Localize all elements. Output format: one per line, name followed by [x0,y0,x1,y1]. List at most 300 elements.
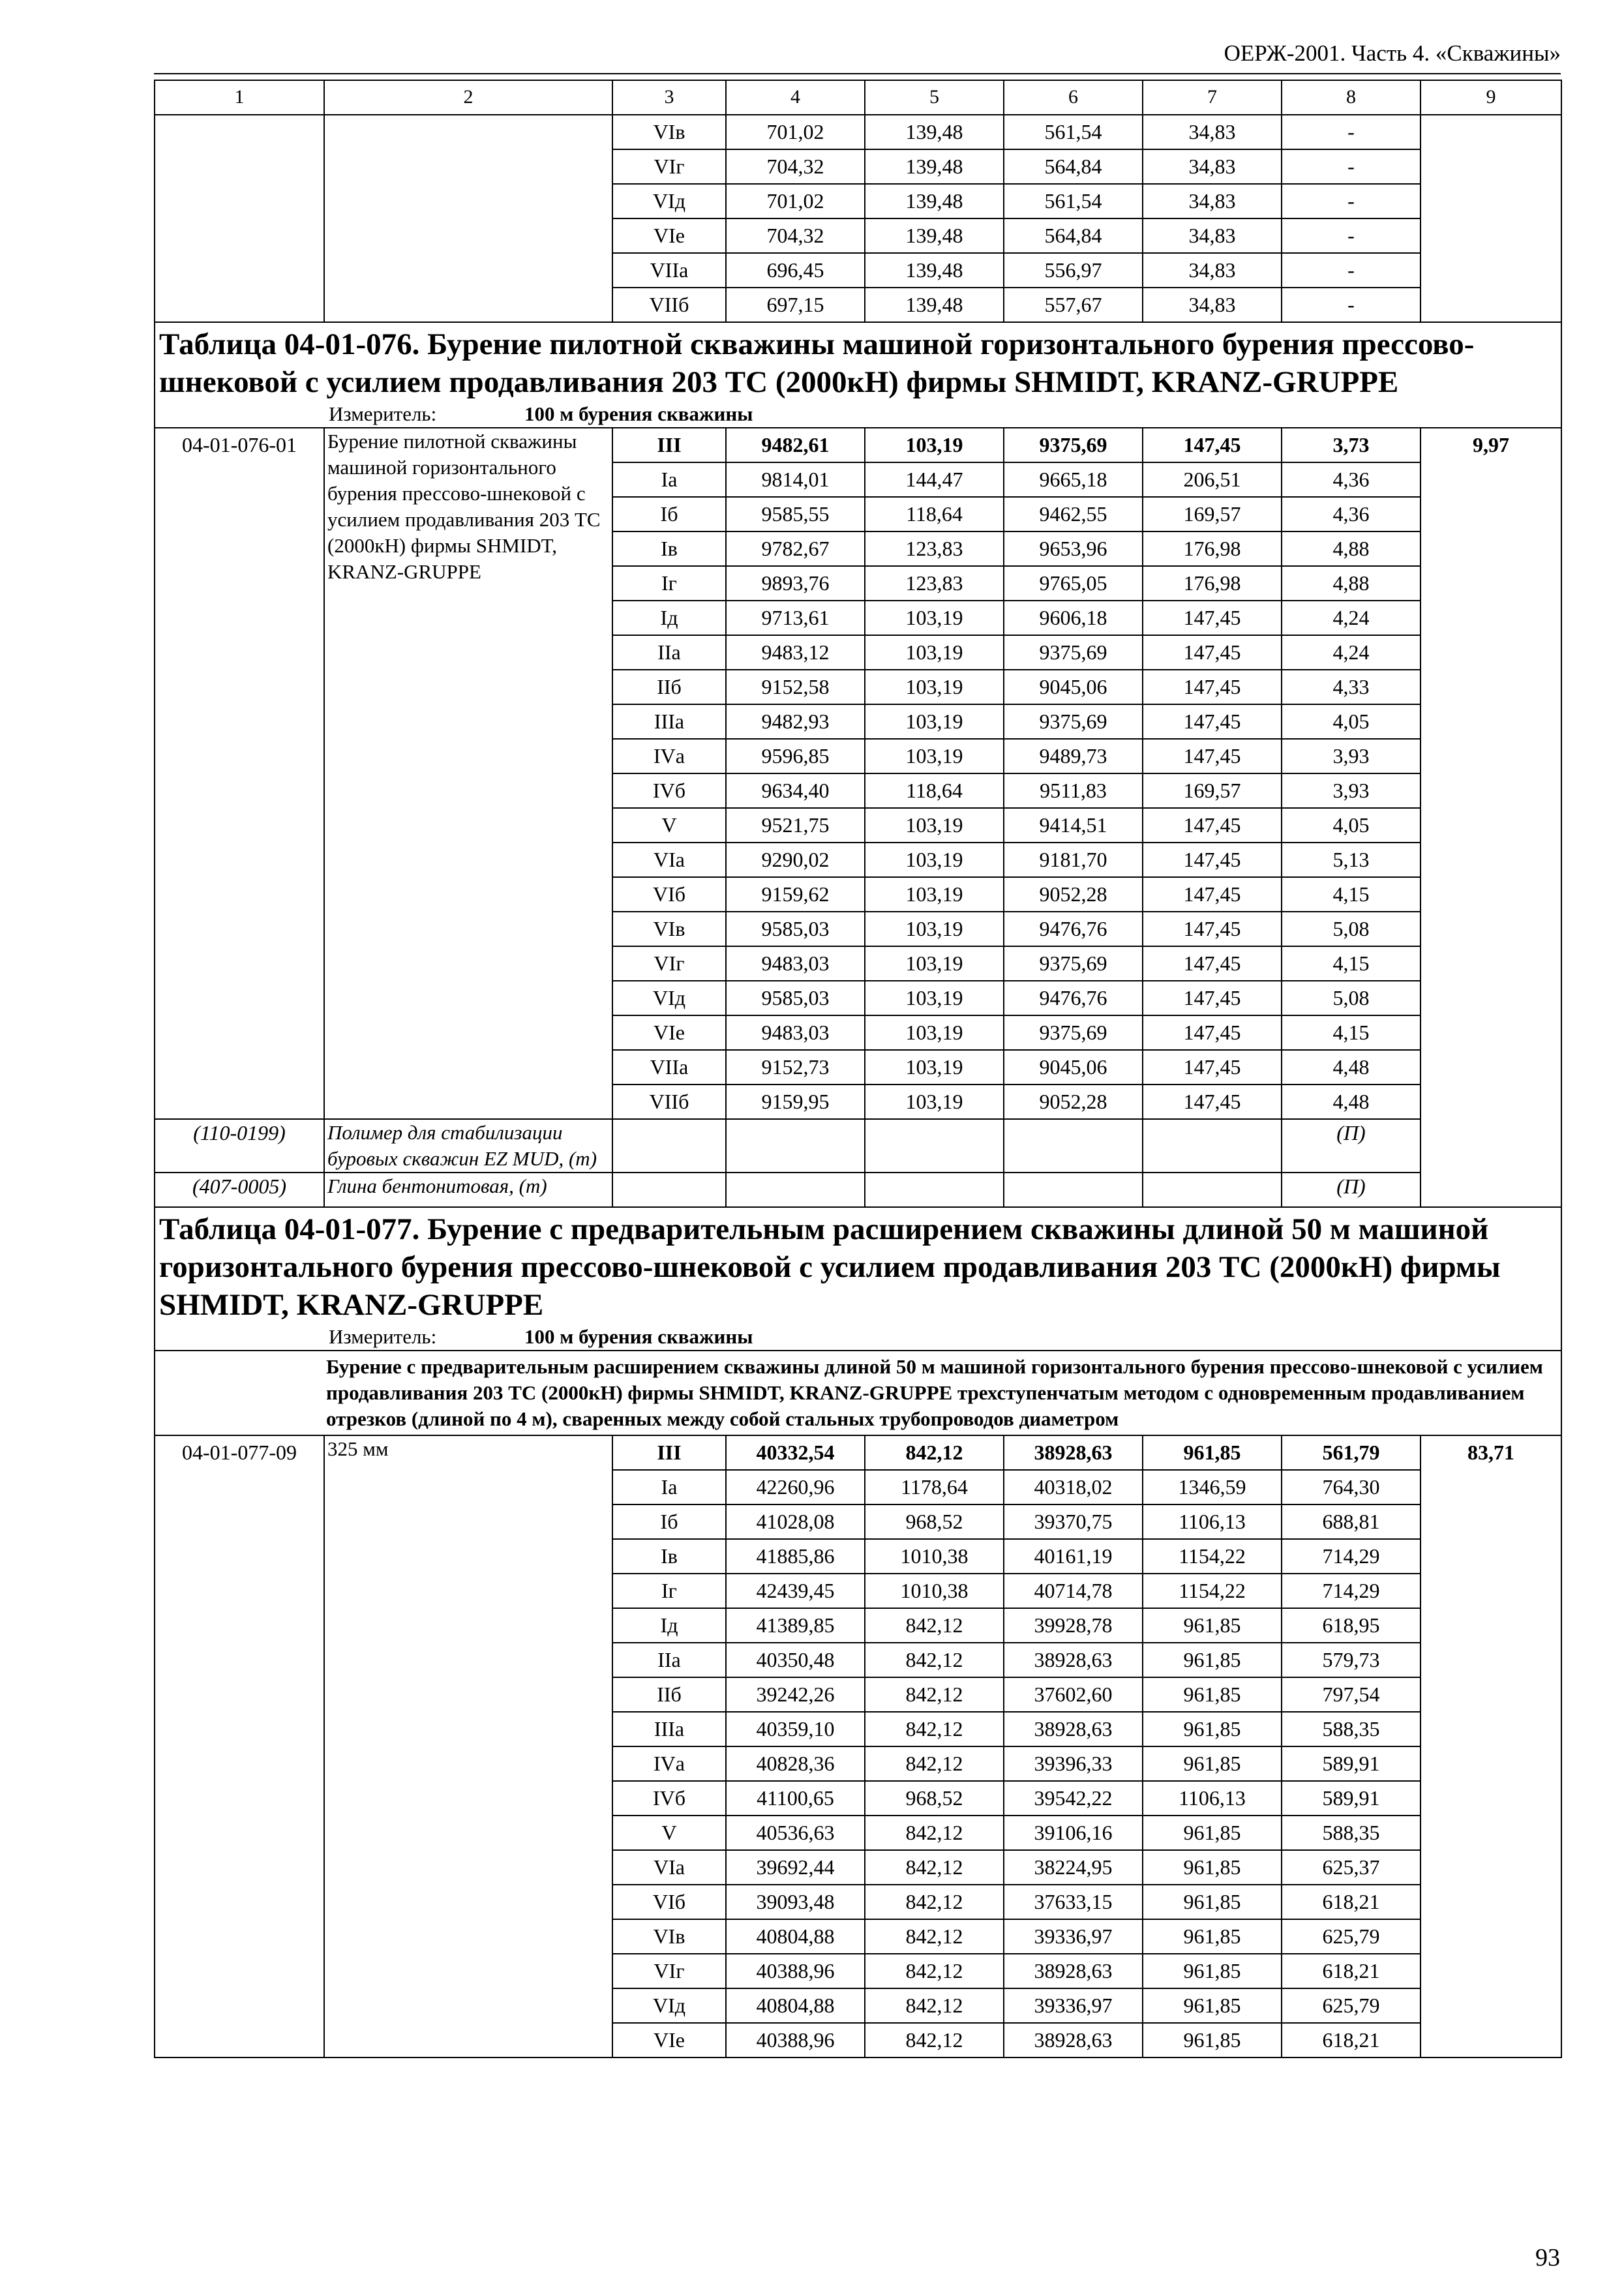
resource-value: (П) [1282,1119,1421,1173]
value-cell: 9585,03 [726,981,865,1015]
value-cell: 961,85 [1143,1988,1282,2023]
col9-cell: 9,97 [1421,428,1561,1207]
resource-name: Полимер для стабилизации буровых скважин EZ MUD, (т) [324,1119,612,1173]
value-cell: 139,48 [865,184,1004,218]
value-cell: 41885,86 [726,1539,865,1574]
value-cell: 797,54 [1282,1677,1421,1712]
value-cell: 4,05 [1282,808,1421,843]
value-cell: 961,85 [1143,1919,1282,1954]
norm-code: 04-01-076-01 [155,428,324,1119]
value-cell: 5,08 [1282,981,1421,1015]
table-row [155,428,1561,462]
value-cell: 40804,88 [726,1988,865,2023]
zone-cell: VIб [612,1885,726,1919]
value-cell: 704,32 [726,149,865,184]
value-cell: 696,45 [726,253,865,288]
value-cell: 37602,60 [1004,1677,1143,1712]
column-number: 1 [155,80,324,115]
table-intro: Бурение с предварительным расширением скважины длиной 50 м машиной горизонтального бурения прессово-шнековой с усилием продавливания 203 ТС (2000кН) фирмы SHMIDT, KRANZ-GRUPPE трехступенчатым методом с одновременным продавливанием отрезков (длиной по 4 м), сваренных между собой стальных трубопроводов диаметром [155,1351,1561,1435]
value-cell: 4,48 [1282,1050,1421,1085]
value-cell: 103,19 [865,739,1004,773]
value-cell: 40161,19 [1004,1539,1143,1574]
zone-cell: IIб [612,1677,726,1712]
value-cell: 38928,63 [1004,1643,1143,1677]
value-cell: 9511,83 [1004,773,1143,808]
zone-cell: IIIа [612,1712,726,1746]
value-cell: 147,45 [1143,1050,1282,1085]
value-cell: - [1282,218,1421,253]
zone-cell: VIIб [612,288,726,322]
description-cell [324,115,612,322]
value-cell: 4,24 [1282,635,1421,670]
value-cell: 842,12 [865,1919,1004,1954]
value-cell: 103,19 [865,981,1004,1015]
resource-code: (407-0005) [155,1173,324,1207]
value-cell: 842,12 [865,1608,1004,1643]
value-cell: 39336,97 [1004,1988,1143,2023]
value-cell: 9375,69 [1004,635,1143,670]
value-cell: 147,45 [1143,739,1282,773]
zone-cell: VIIб [612,1085,726,1119]
value-cell: 40359,10 [726,1712,865,1746]
value-cell: 147,45 [1143,670,1282,704]
value-cell: 147,45 [1143,601,1282,635]
value-cell: 39106,16 [1004,1816,1143,1850]
value-cell: 961,85 [1143,1954,1282,1988]
value-cell: 9814,01 [726,462,865,497]
value-cell: 4,36 [1282,497,1421,531]
value-cell: - [1282,115,1421,149]
zone-cell: IIа [612,1643,726,1677]
value-cell: 9713,61 [726,601,865,635]
zone-cell: VIд [612,1988,726,2023]
value-cell: 9375,69 [1004,946,1143,981]
intro-row [155,1351,1561,1435]
value-cell: 147,45 [1143,912,1282,946]
zone-cell: VIа [612,843,726,877]
value-cell: 34,83 [1143,149,1282,184]
zone-cell: VIд [612,981,726,1015]
value-cell: 4,15 [1282,1015,1421,1050]
column-number: 9 [1421,80,1561,115]
norm-code: 04-01-077-09 [155,1435,324,2057]
value-cell: 103,19 [865,877,1004,912]
value-cell: 842,12 [865,1885,1004,1919]
measure-unit-label: Измеритель: [329,1325,437,1348]
value-cell: 147,45 [1143,843,1282,877]
value-cell: 9181,70 [1004,843,1143,877]
empty-cell [865,1119,1004,1173]
column-number: 2 [324,80,612,115]
value-cell: 961,85 [1143,1816,1282,1850]
value-cell: 961,85 [1143,1643,1282,1677]
value-cell: 4,88 [1282,531,1421,566]
value-cell: 39542,22 [1004,1781,1143,1816]
value-cell: 9482,93 [726,704,865,739]
value-cell: 139,48 [865,253,1004,288]
value-cell: 564,84 [1004,149,1143,184]
value-cell: 103,19 [865,912,1004,946]
value-cell: 961,85 [1143,1608,1282,1643]
value-cell: 42439,45 [726,1574,865,1608]
resource-value: (П) [1282,1173,1421,1207]
zone-cell: VIб [612,877,726,912]
value-cell: 564,84 [1004,218,1143,253]
value-cell: 9483,03 [726,1015,865,1050]
value-cell: 34,83 [1143,184,1282,218]
measure-unit-label: Измеритель: [329,402,437,425]
value-cell: 704,32 [726,218,865,253]
table-title-cell [155,1207,1561,1351]
zone-cell: Iа [612,462,726,497]
value-cell: 147,45 [1143,946,1282,981]
column-number-row [155,80,1561,115]
value-cell: 39336,97 [1004,1919,1143,1954]
zone-cell: III [612,1435,726,1470]
value-cell: 38928,63 [1004,1435,1143,1470]
value-cell: 144,47 [865,462,1004,497]
value-cell: 9375,69 [1004,704,1143,739]
value-cell: 34,83 [1143,253,1282,288]
zone-cell: Iб [612,1504,726,1539]
value-cell: 4,24 [1282,601,1421,635]
table-title-row [155,1207,1561,1351]
value-cell: 40388,96 [726,2023,865,2057]
value-cell: 9375,69 [1004,1015,1143,1050]
value-cell: 39370,75 [1004,1504,1143,1539]
value-cell: 169,57 [1143,773,1282,808]
value-cell: 625,79 [1282,1919,1421,1954]
value-cell: 1106,13 [1143,1504,1282,1539]
value-cell: 4,15 [1282,877,1421,912]
value-cell: 9152,73 [726,1050,865,1085]
table-row [155,115,1561,149]
table-row [155,1435,1561,1470]
value-cell: 9665,18 [1004,462,1143,497]
value-cell: 9152,58 [726,670,865,704]
value-cell: 139,48 [865,288,1004,322]
value-cell: 176,98 [1143,566,1282,601]
value-cell: 4,48 [1282,1085,1421,1119]
value-cell: 38928,63 [1004,2023,1143,2057]
empty-cell [865,1173,1004,1207]
value-cell: 968,52 [865,1781,1004,1816]
value-cell: 39692,44 [726,1850,865,1885]
value-cell: 842,12 [865,2023,1004,2057]
value-cell: 169,57 [1143,497,1282,531]
value-cell: 618,95 [1282,1608,1421,1643]
value-cell: 147,45 [1143,877,1282,912]
value-cell: 588,35 [1282,1816,1421,1850]
value-cell: 1346,59 [1143,1470,1282,1504]
value-cell: 9476,76 [1004,981,1143,1015]
running-title: ОЕРЖ-2001. Часть 4. «Скважины» [1224,40,1561,66]
value-cell: 618,21 [1282,1885,1421,1919]
zone-cell: VIа [612,1850,726,1885]
value-cell: 103,19 [865,670,1004,704]
value-cell: 961,85 [1143,1677,1282,1712]
column-number: 4 [726,80,865,115]
value-cell: - [1282,288,1421,322]
zone-cell: Iг [612,566,726,601]
value-cell: 4,05 [1282,704,1421,739]
empty-cell [1143,1119,1282,1173]
zone-cell: Iд [612,1608,726,1643]
value-cell: 38224,95 [1004,1850,1143,1885]
value-cell: 9585,55 [726,497,865,531]
empty-cell [1143,1173,1282,1207]
value-cell: 147,45 [1143,704,1282,739]
value-cell: 9653,96 [1004,531,1143,566]
value-cell: 40536,63 [726,1816,865,1850]
value-cell: 1154,22 [1143,1574,1282,1608]
empty-cell [726,1119,865,1173]
value-cell: 842,12 [865,1816,1004,1850]
value-cell: 9489,73 [1004,739,1143,773]
value-cell: 206,51 [1143,462,1282,497]
value-cell: 103,19 [865,601,1004,635]
zone-cell: Iд [612,601,726,635]
value-cell: 3,93 [1282,739,1421,773]
value-cell: 41100,65 [726,1781,865,1816]
value-cell: 176,98 [1143,531,1282,566]
zone-cell: VIIа [612,253,726,288]
value-cell: 9483,12 [726,635,865,670]
zone-cell: VIд [612,184,726,218]
value-cell: 9521,75 [726,808,865,843]
value-cell: 34,83 [1143,218,1282,253]
column-number: 6 [1004,80,1143,115]
value-cell: 147,45 [1143,981,1282,1015]
zone-cell: VIв [612,912,726,946]
col9-cell [1421,115,1561,322]
value-cell: 589,91 [1282,1746,1421,1781]
zone-cell: IIа [612,635,726,670]
value-cell: 961,85 [1143,1712,1282,1746]
value-cell: 40388,96 [726,1954,865,1988]
value-cell: 561,79 [1282,1435,1421,1470]
zone-cell: Iг [612,1574,726,1608]
value-cell: 714,29 [1282,1574,1421,1608]
value-cell: 147,45 [1143,428,1282,462]
value-cell: 625,37 [1282,1850,1421,1885]
value-cell: 961,85 [1143,2023,1282,2057]
value-cell: 103,19 [865,843,1004,877]
value-cell: 968,52 [865,1504,1004,1539]
value-cell: 103,19 [865,808,1004,843]
zone-cell: IVб [612,773,726,808]
value-cell: 103,19 [865,704,1004,739]
norms-table [154,80,1562,2058]
value-cell: 38928,63 [1004,1712,1143,1746]
value-cell: 961,85 [1143,1746,1282,1781]
measure-unit [159,401,1557,427]
value-cell: 40332,54 [726,1435,865,1470]
value-cell: 40714,78 [1004,1574,1143,1608]
value-cell: 9052,28 [1004,877,1143,912]
value-cell: 1106,13 [1143,1781,1282,1816]
value-cell: 139,48 [865,149,1004,184]
norm-description: 325 мм [324,1435,612,2057]
value-cell: 842,12 [865,1954,1004,1988]
value-cell: 9634,40 [726,773,865,808]
column-number: 7 [1143,80,1282,115]
value-cell: 842,12 [865,1712,1004,1746]
value-cell: 123,83 [865,531,1004,566]
value-cell: 34,83 [1143,288,1282,322]
value-cell: 3,93 [1282,773,1421,808]
table-title-cell [155,322,1561,428]
value-cell: 147,45 [1143,635,1282,670]
value-cell: 9765,05 [1004,566,1143,601]
value-cell: 842,12 [865,1435,1004,1470]
value-cell: 588,35 [1282,1712,1421,1746]
zone-cell: VIг [612,1954,726,1988]
value-cell: 561,54 [1004,184,1143,218]
value-cell: 4,36 [1282,462,1421,497]
value-cell: 557,67 [1004,288,1143,322]
value-cell: 103,19 [865,635,1004,670]
value-cell: 4,88 [1282,566,1421,601]
value-cell: 5,08 [1282,912,1421,946]
zone-cell: Iв [612,531,726,566]
value-cell: 40350,48 [726,1643,865,1677]
zone-cell: IIб [612,670,726,704]
code-cell [155,115,324,322]
column-number: 5 [865,80,1004,115]
empty-cell [612,1119,726,1173]
value-cell: 41028,08 [726,1504,865,1539]
value-cell: 139,48 [865,115,1004,149]
value-cell: 4,33 [1282,670,1421,704]
value-cell: 103,19 [865,1015,1004,1050]
value-cell: 39242,26 [726,1677,865,1712]
value-cell: 103,19 [865,946,1004,981]
value-cell: - [1282,184,1421,218]
table-title: Таблица 04-01-076. Бурение пилотной скважины машиной горизонтального бурения прессово-шнековой с усилием продавливания 203 ТС (2000кН) фирмы SHMIDT, KRANZ-GRUPPE [159,327,1475,399]
value-cell: 38928,63 [1004,1954,1143,1988]
value-cell: 701,02 [726,184,865,218]
value-cell: 103,19 [865,1050,1004,1085]
value-cell: 714,29 [1282,1539,1421,1574]
value-cell: 961,85 [1143,1850,1282,1885]
resource-name: Глина бентонитовая, (т) [324,1173,612,1207]
value-cell: 625,79 [1282,1988,1421,2023]
value-cell: 3,73 [1282,428,1421,462]
empty-cell [726,1173,865,1207]
table-title: Таблица 04-01-077. Бурение с предварительным расширением скважины длиной 50 м машиной горизонтального бурения прессово-шнековой с усилием продавливания 203 ТС (2000кН) фирмы SHMIDT, KRANZ-GRUPPE [159,1212,1501,1322]
value-cell: 34,83 [1143,115,1282,149]
zone-cell: Iа [612,1470,726,1504]
value-cell: 9476,76 [1004,912,1143,946]
resource-code: (110-0199) [155,1119,324,1173]
value-cell: 40318,02 [1004,1470,1143,1504]
measure-unit-value: 100 м бурения скважины [524,1325,753,1348]
empty-cell [612,1173,726,1207]
page-number: 93 [1535,2244,1560,2271]
value-cell: 40828,36 [726,1746,865,1781]
zone-cell: VIг [612,149,726,184]
value-cell: 40804,88 [726,1919,865,1954]
header-rule [154,73,1561,74]
value-cell: 701,02 [726,115,865,149]
value-cell: 842,12 [865,1746,1004,1781]
zone-cell: IVа [612,739,726,773]
zone-cell: IVб [612,1781,726,1816]
value-cell: 842,12 [865,1988,1004,2023]
value-cell: 1154,22 [1143,1539,1282,1574]
value-cell: 9052,28 [1004,1085,1143,1119]
value-cell: 579,73 [1282,1643,1421,1677]
measure-unit [159,1324,1557,1350]
zone-cell: VIIа [612,1050,726,1085]
value-cell: 9290,02 [726,843,865,877]
value-cell: 42260,96 [726,1470,865,1504]
value-cell: 118,64 [865,773,1004,808]
value-cell: 9045,06 [1004,1050,1143,1085]
zone-cell: IIIа [612,704,726,739]
value-cell: 9045,06 [1004,670,1143,704]
value-cell: 5,13 [1282,843,1421,877]
value-cell: 9375,69 [1004,428,1143,462]
value-cell: 147,45 [1143,1085,1282,1119]
value-cell: 9462,55 [1004,497,1143,531]
value-cell: 147,45 [1143,808,1282,843]
norm-description: Бурение пилотной скважины машиной горизонтального бурения прессово-шнековой с усилием продавливания 203 ТС (2000кН) фирмы SHMIDT, KRANZ-GRUPPE [324,428,612,1119]
value-cell: 9159,62 [726,877,865,912]
value-cell: 9606,18 [1004,601,1143,635]
value-cell: 103,19 [865,1085,1004,1119]
value-cell: 556,97 [1004,253,1143,288]
zone-cell: V [612,1816,726,1850]
value-cell: 41389,85 [726,1608,865,1643]
value-cell: 4,15 [1282,946,1421,981]
value-cell: 9585,03 [726,912,865,946]
resource-row [155,1173,1561,1207]
value-cell: 1010,38 [865,1539,1004,1574]
zone-cell: Iв [612,1539,726,1574]
col9-cell: 83,71 [1421,1435,1561,2057]
value-cell: 618,21 [1282,2023,1421,2057]
value-cell: 842,12 [865,1850,1004,1885]
value-cell: - [1282,253,1421,288]
value-cell: 561,54 [1004,115,1143,149]
empty-cell [1004,1119,1143,1173]
zone-cell: VIе [612,218,726,253]
value-cell: 618,21 [1282,1954,1421,1988]
resource-row [155,1119,1561,1173]
value-cell: 103,19 [865,428,1004,462]
zone-cell: VIе [612,1015,726,1050]
value-cell: 9596,85 [726,739,865,773]
value-cell: 1178,64 [865,1470,1004,1504]
value-cell: 139,48 [865,218,1004,253]
value-cell: 118,64 [865,497,1004,531]
zone-cell: III [612,428,726,462]
column-number: 3 [612,80,726,115]
zone-cell: VIв [612,115,726,149]
measure-unit-value: 100 м бурения скважины [524,402,753,425]
table-title-row [155,322,1561,428]
value-cell: 39396,33 [1004,1746,1143,1781]
value-cell: 842,12 [865,1677,1004,1712]
value-cell: 1010,38 [865,1574,1004,1608]
value-cell: 9482,61 [726,428,865,462]
value-cell: - [1282,149,1421,184]
zone-cell: V [612,808,726,843]
value-cell: 147,45 [1143,1015,1282,1050]
zone-cell: VIг [612,946,726,981]
